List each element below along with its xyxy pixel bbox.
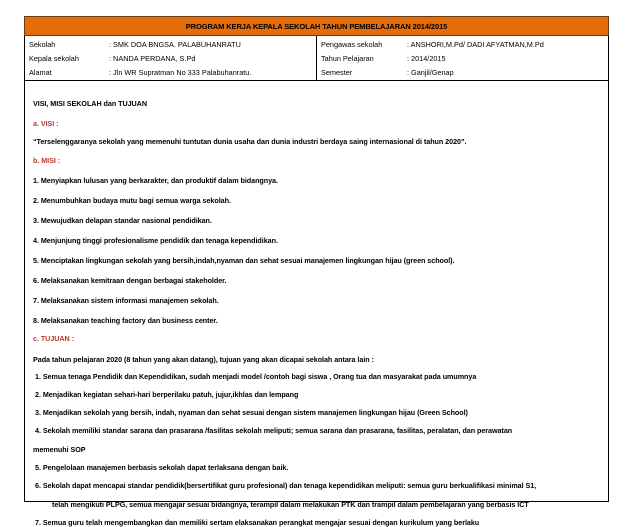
document-page (24, 16, 609, 527)
title-banner (24, 16, 609, 36)
info-value: : ANSHORI,M.Pd/ DADI AFYATMAN,M.Pd (407, 39, 544, 49)
misi-item: 3. Mewujudkan delapan standar nasional pendidikan. (33, 216, 212, 225)
document-title: PROGRAM KERJA KEPALA SEKOLAH TAHUN PEMBELAJARAN 2014/2015 (185, 21, 448, 31)
info-row-alamat (29, 65, 312, 79)
info-value: : 2014/2015 (407, 53, 446, 63)
tujuan-item: 1. Semua tenaga Pendidik dan Kependidikan, sudah menjadi model /contoh bagi siswa , Orang tua dan masyarakat pada umumnya (35, 372, 477, 381)
misi-item: 6. Melaksanakan kemitraan dengan berbagai stakeholder. (33, 276, 227, 285)
misi-item: 1. Menyiapkan lulusan yang berkarakter, dan produktif dalam bidangnya. (33, 176, 278, 185)
visi-label: a. VISI : (33, 119, 59, 128)
tujuan-item: 7. Semua guru telah mengembangkan dan memiliki sertam elaksanakan perangkat mengajar sesuai dengan kurikulum yang berlaku (35, 518, 480, 527)
info-label: Tahun Pelajaran (321, 53, 374, 63)
tujuan-item: 4. Sekolah memiliki standar sarana dan prasarana /fasilitas sekolah meliputi; semua sarana dan prasarana, fasilitas, peralatan, dan perawatan (35, 426, 513, 435)
info-label: Semester (321, 67, 353, 77)
visi-text: “Terselenggaranya sekolah yang memenuhi tuntutan dunia usaha dan dunia industri berdaya saing internasional di tahun 2020”. (33, 137, 467, 146)
info-row-pengawas (321, 37, 604, 51)
tujuan-item: 3. Menjadikan sekolah yang bersih, indah, nyaman dan sehat sesuai dengan sistem manajemen lingkungan hijau (Green School) (35, 408, 468, 417)
misi-item: 5. Menciptakan lingkungan sekolah yang bersih,indah,nyaman dan sehat sesuai manajemen lingkungan hijau (green school). (33, 256, 455, 265)
info-value: : Ganjil/Genap (407, 67, 454, 77)
tujuan-item: 2. Menjadikan kegiatan sehari-hari berperilaku patuh, jujur,ikhlas dan lempang (35, 390, 299, 399)
info-value: : NANDA PERDANA, S.Pd (109, 53, 196, 63)
misi-item: 8. Melaksanakan teaching factory dan business center. (33, 316, 218, 325)
info-left-column (25, 36, 316, 80)
info-table (24, 36, 609, 81)
section-heading: VISI, MISI SEKOLAH dan TUJUAN (33, 99, 147, 108)
info-label: Sekolah (29, 39, 56, 49)
info-row-kepala-sekolah (29, 51, 312, 65)
tujuan-item-continuation: memenuhi SOP (33, 445, 86, 454)
info-label: Alamat (29, 67, 52, 77)
info-value: : Jln WR Supratman No 333 Palabuhanratu. (109, 67, 252, 77)
tujuan-intro: Pada tahun pelajaran 2020 (8 tahun yang akan datang), tujuan yang akan dicapai sekolah antara lain : (33, 355, 374, 364)
info-row-tahun-pelajaran (321, 51, 604, 65)
info-label: Pengawas sekolah (321, 39, 383, 49)
tujuan-item-continuation: telah mengikuti PLPG, semua mengajar sesuai bidangnya, terampil dalam melakukan PTK dan trampil dalam pembelajaran yang berbasis ICT (52, 500, 529, 509)
info-right-column (316, 36, 608, 80)
tujuan-item: 5. Pengelolaan manajemen berbasis sekolah dapat terlaksana dengan baik. (35, 463, 289, 472)
tujuan-item: 6. Sekolah dapat mencapai standar pendidik(bersertifikat guru profesional) dan tenaga kependidikan meliputi: semua guru berkualifikasi minimal S1, (35, 481, 537, 490)
misi-label: b. MISI : (33, 156, 61, 165)
misi-item: 7. Melaksanakan sistem informasi manajemen sekolah. (33, 296, 219, 305)
info-row-semester (321, 65, 604, 79)
info-label: Kepala sekolah (29, 53, 79, 63)
info-value: : SMK DOA BNGSA. PALABUHANRATU (109, 39, 241, 49)
misi-item: 4. Menjunjung tinggi profesionalisme pendidik dan tenaga kependidikan. (33, 236, 278, 245)
misi-item: 2. Menumbuhkan budaya mutu bagi semua warga sekolah. (33, 196, 231, 205)
tujuan-label: c. TUJUAN : (33, 334, 74, 343)
info-row-sekolah (29, 37, 312, 51)
content-box (24, 81, 609, 527)
